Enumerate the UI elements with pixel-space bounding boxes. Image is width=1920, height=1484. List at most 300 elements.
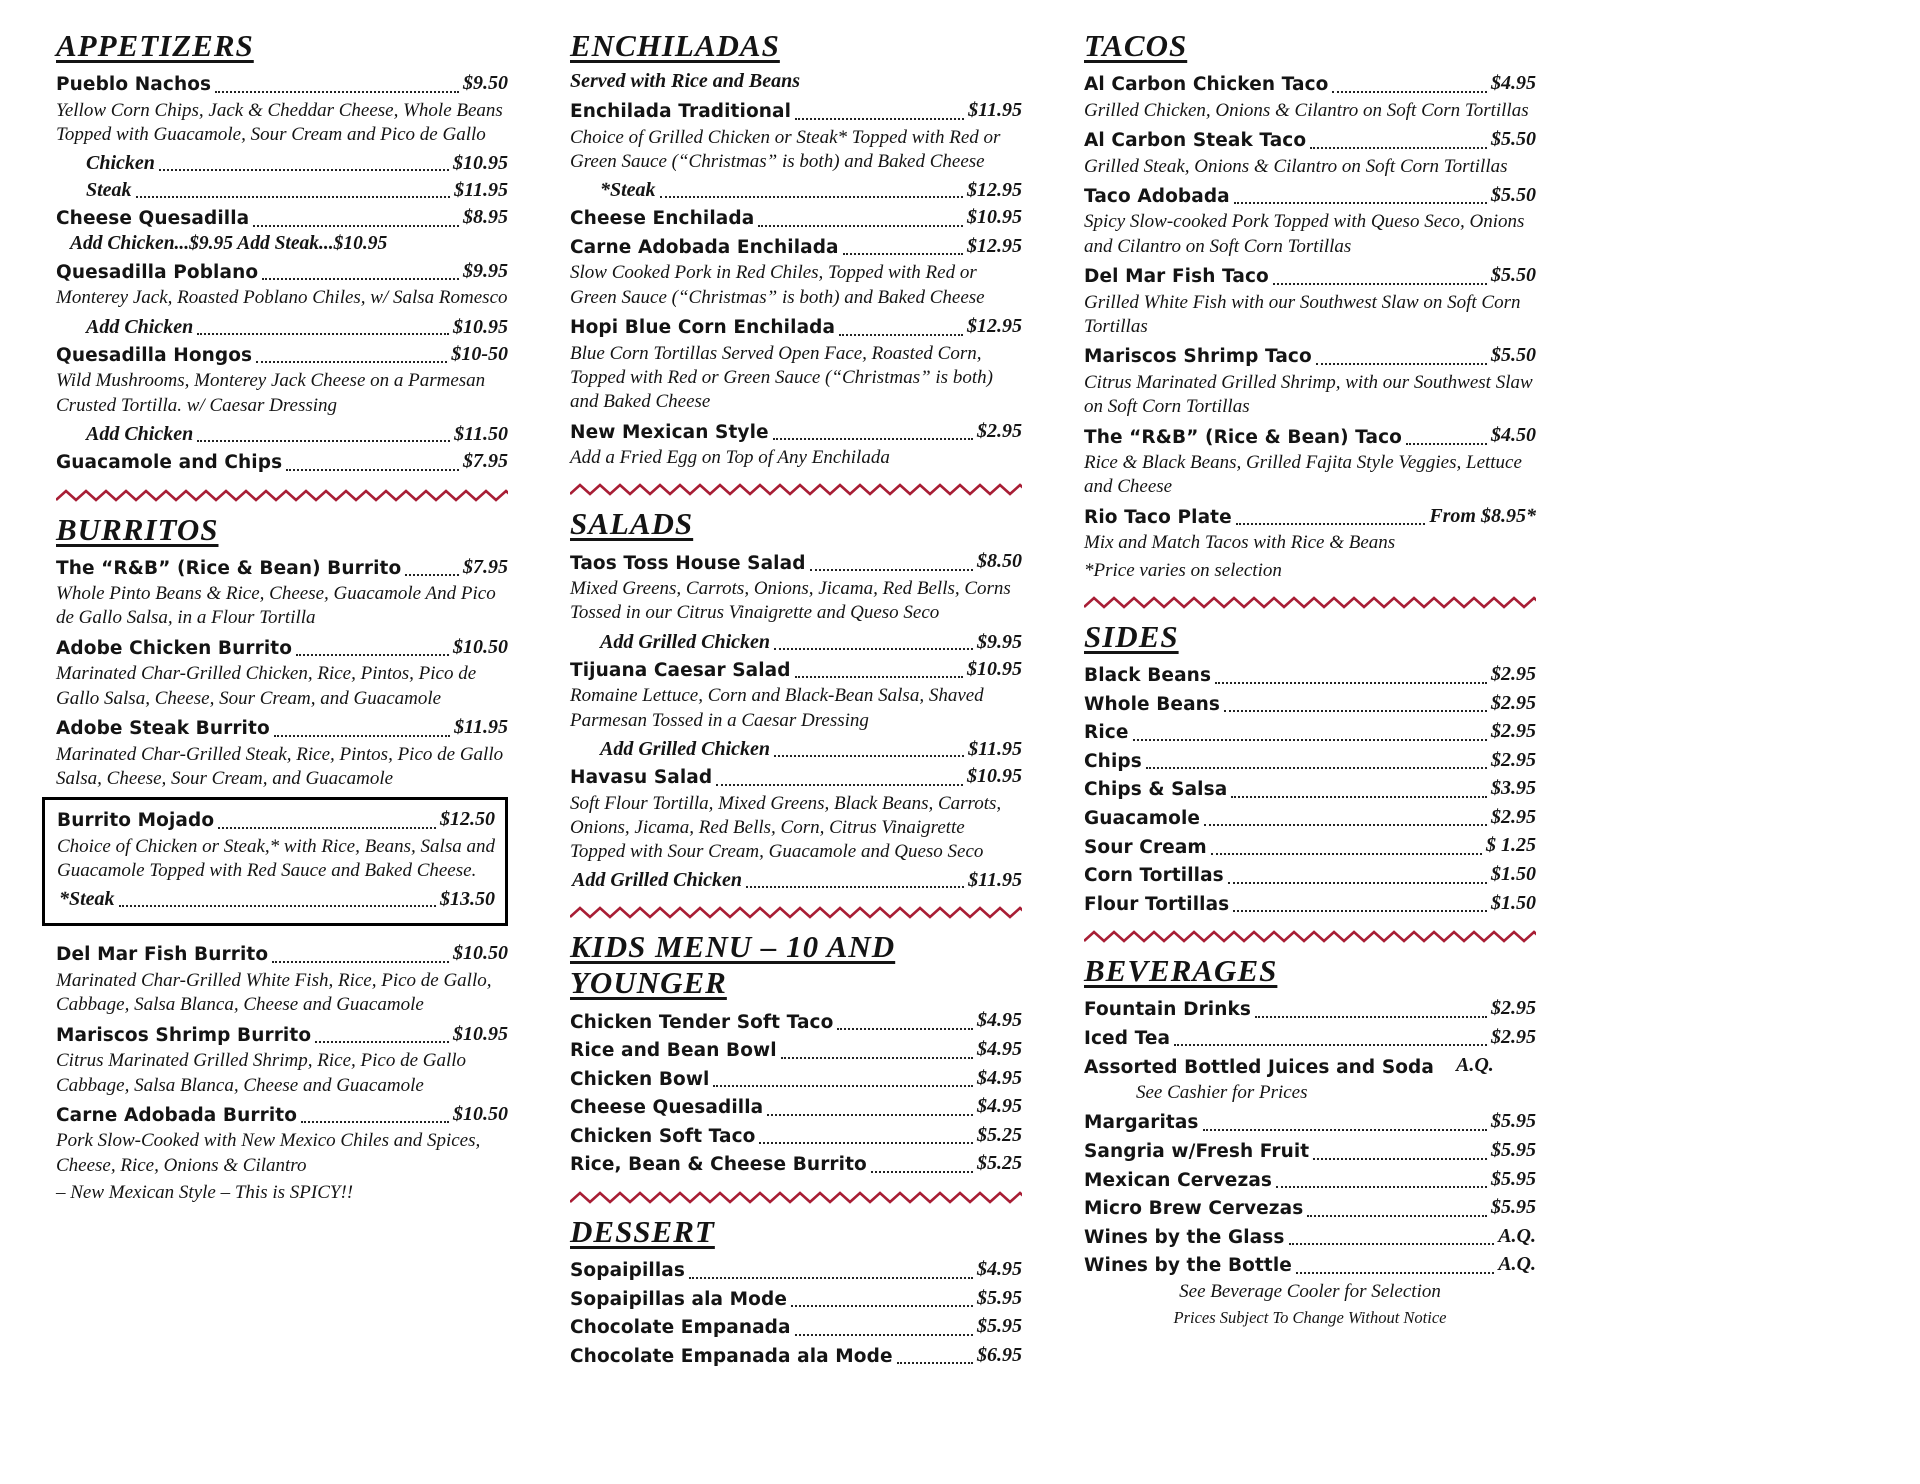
- menu-item: [570, 1256, 1022, 1284]
- item-name: Carne Adobada Burrito: [56, 1104, 298, 1126]
- menu-subitem: [570, 736, 1022, 762]
- item-price: $2.95: [1491, 1025, 1536, 1048]
- dotted-leader: [405, 574, 459, 576]
- item-price: $10.50: [453, 635, 508, 658]
- item-price: $2.95: [1491, 720, 1536, 743]
- dotted-leader: [262, 278, 459, 280]
- section-title: APPETIZERS: [56, 28, 254, 63]
- menu-column-2: [570, 26, 1022, 1375]
- item-name: The “R&B” (Rice & Bean) Burrito: [56, 557, 402, 579]
- menu-item: [570, 1065, 1022, 1093]
- item-price: $5.25: [977, 1123, 1022, 1146]
- menu-item: [1084, 832, 1536, 860]
- item-description: Grilled White Fish with our Southwest Slaw on Soft Corn Tortillas: [1084, 291, 1521, 337]
- dotted-leader: [296, 654, 449, 656]
- item-name: Sopaipillas: [570, 1260, 685, 1282]
- dotted-leader: [1215, 682, 1487, 684]
- item-price: $1.50: [1491, 863, 1536, 886]
- menu-subitem: [57, 886, 495, 912]
- boxed-menu-item: [42, 797, 508, 926]
- item-name: The “R&B” (Rice & Bean) Taco: [1084, 426, 1402, 448]
- dotted-leader: [897, 1362, 973, 1364]
- item-price: $9.95: [977, 630, 1022, 653]
- item-price: $4.95: [977, 1258, 1022, 1280]
- item-name: Tijuana Caesar Salad: [570, 659, 791, 681]
- menu-item: [570, 204, 1022, 232]
- menu-item: [1084, 775, 1536, 803]
- dotted-leader: [795, 676, 963, 678]
- item-price: $5.95: [1491, 1110, 1536, 1133]
- menu-item: [570, 1285, 1022, 1313]
- menu-item: [1084, 342, 1536, 370]
- dotted-leader: [256, 361, 447, 363]
- item-price: $5.50: [1491, 127, 1536, 150]
- item-price: $4.95: [977, 1038, 1022, 1061]
- menu-section: [56, 512, 508, 1206]
- menu-subitem: [570, 629, 1022, 655]
- item-name: Mariscos Shrimp Burrito: [56, 1024, 312, 1046]
- section-title: ENCHILADAS: [570, 28, 780, 63]
- item-name: Guacamole: [1084, 807, 1201, 829]
- item-description: – New Mexican Style – This is SPICY!!: [56, 1182, 354, 1204]
- item-price: $12.95: [967, 315, 1022, 338]
- item-price: $5.95: [977, 1315, 1022, 1338]
- dotted-leader: [660, 196, 963, 198]
- menu-item: [1084, 70, 1536, 98]
- item-name: Del Mar Fish Burrito: [56, 944, 269, 966]
- item-price: $5.50: [1491, 183, 1536, 206]
- dotted-leader: [716, 784, 963, 786]
- item-price: $5.50: [1491, 264, 1536, 287]
- menu-item: [1084, 1223, 1536, 1251]
- menu-item: [570, 233, 1022, 261]
- menu-section: [1084, 28, 1536, 583]
- dotted-leader: [781, 1057, 973, 1059]
- dotted-leader: [1133, 739, 1487, 741]
- menu-section: [56, 28, 508, 476]
- item-price: $10.95: [967, 657, 1022, 680]
- menu-item: [570, 763, 1022, 791]
- menu-item: [56, 554, 508, 582]
- zigzag-divider: [570, 1190, 1022, 1204]
- item-description: Marinated Char-Grilled White Fish, Rice, Pico de Gallo, Cabbage, Salsa Blanca, Cheese and Guacamole: [56, 970, 492, 1016]
- item-name: Chicken Soft Taco: [570, 1125, 756, 1147]
- item-name: Havasu Salad: [570, 766, 713, 788]
- item-price: $5.25: [977, 1152, 1022, 1175]
- item-name: Cheese Enchilada: [570, 208, 755, 230]
- dotted-leader: [1224, 710, 1487, 712]
- dotted-leader: [1310, 147, 1487, 149]
- item-description: Choice of Grilled Chicken or Steak* Topped with Red or Green Sauce (“Christmas” is both) and Baked Cheese: [570, 126, 1001, 172]
- item-name: Chicken Bowl: [570, 1068, 710, 1090]
- item-price: $2.95: [1491, 691, 1536, 714]
- zigzag-divider: [56, 488, 508, 502]
- dotted-leader: [837, 1028, 973, 1030]
- item-price: $11.95: [454, 715, 508, 738]
- item-price: $2.95: [1491, 662, 1536, 685]
- menu-section: [1084, 619, 1536, 917]
- menu-item: [1084, 1137, 1536, 1165]
- menu-item: [1084, 804, 1536, 832]
- menu-item: [570, 1122, 1022, 1150]
- menu-subitem: [570, 867, 1022, 893]
- dotted-leader: [1332, 91, 1487, 93]
- item-name: *Steak: [59, 888, 115, 911]
- dotted-leader: [197, 333, 449, 335]
- dotted-leader: [1289, 1243, 1495, 1245]
- item-description: Soft Flour Tortilla, Mixed Greens, Black Beans, Carrots, Onions, Jicama, Red Bells, Corn, Citrus Vinaigrette Topped with Sour Cream, Guacamole and Queso Seco: [570, 792, 1002, 863]
- item-name: Assorted Bottled Juices and Soda: [1084, 1056, 1434, 1078]
- item-name: Cheese Quesadilla: [56, 208, 250, 230]
- item-description: Yellow Corn Chips, Jack & Cheddar Cheese, Whole Beans Topped with Guacamole, Sour Cream and Pico de Gallo: [56, 99, 503, 145]
- item-description: Grilled Chicken, Onions & Cilantro on Soft Corn Tortillas: [1084, 99, 1529, 121]
- dotted-leader: [839, 334, 963, 336]
- item-name: Wines by the Glass: [1084, 1226, 1285, 1248]
- item-description: Grilled Steak, Onions & Cilantro on Soft Corn Tortillas: [1084, 155, 1508, 177]
- item-description: Marinated Char-Grilled Chicken, Rice, Pintos, Pico de Gallo Salsa, Cheese, Sour Cream, and Guacamole: [56, 663, 477, 709]
- menu-item: [570, 418, 1022, 446]
- item-name: Margaritas: [1084, 1112, 1199, 1134]
- item-price: $7.95: [463, 555, 508, 578]
- dotted-leader: [1204, 824, 1487, 826]
- item-price: $2.95: [1491, 805, 1536, 828]
- menu-item: [56, 714, 508, 742]
- item-price: $4.95: [977, 1095, 1022, 1118]
- item-description: Monterey Jack, Roasted Poblano Chiles, w/ Salsa Romesco: [56, 287, 508, 309]
- dotted-leader: [1233, 910, 1487, 912]
- menu-subitem: [56, 177, 508, 203]
- dotted-leader: [1276, 1186, 1487, 1188]
- zigzag-divider: [1084, 595, 1536, 609]
- dotted-leader: [810, 569, 973, 571]
- menu-item: [1084, 1166, 1536, 1194]
- item-name: Al Carbon Steak Taco: [1084, 129, 1307, 151]
- item-price: $2.95: [1491, 748, 1536, 771]
- item-name: Adobe Chicken Burrito: [56, 637, 293, 659]
- item-name: Taco Adobada: [1084, 185, 1230, 207]
- menu-item: [1084, 1024, 1536, 1052]
- item-description: Prices Subject To Change Without Notice: [1173, 1308, 1447, 1328]
- dotted-leader: [1174, 1044, 1487, 1046]
- dotted-leader: [215, 91, 459, 93]
- item-description: Rice & Black Beans, Grilled Fajita Style Veggies, Lettuce and Cheese: [1084, 452, 1522, 498]
- menu-item: [1084, 690, 1536, 718]
- item-description: Pork Slow-Cooked with New Mexico Chiles and Spices, Cheese, Rice, Onions & Cilantro: [56, 1130, 481, 1176]
- dotted-leader: [197, 440, 450, 442]
- item-price: $7.95: [463, 449, 508, 472]
- item-description: Mix and Match Tacos with Rice & Beans: [1084, 532, 1396, 554]
- item-name: Sopaipillas ala Mode: [570, 1288, 787, 1310]
- dotted-leader: [253, 225, 459, 227]
- menu-item: [570, 1007, 1022, 1035]
- item-description: Choice of Chicken or Steak,* with Rice, Beans, Salsa and Guacamole Topped with Red Sauce and Baked Cheese.: [57, 835, 495, 882]
- menu-item: [1084, 422, 1536, 450]
- item-name: Guacamole and Chips: [56, 452, 283, 474]
- item-description: Marinated Char-Grilled Steak, Rice, Pintos, Pico de Gallo Salsa, Cheese, Sour Cream, and Guacamole: [56, 743, 504, 789]
- menu-item: [570, 1036, 1022, 1064]
- menu-item: [56, 940, 508, 968]
- dotted-leader: [218, 827, 436, 829]
- dotted-leader: [1406, 443, 1487, 445]
- menu-item: [1084, 1052, 1536, 1080]
- dotted-leader: [315, 1041, 449, 1043]
- dotted-leader: [1296, 1272, 1494, 1274]
- menu-item: [56, 258, 508, 286]
- item-name: Chocolate Empanada: [570, 1317, 791, 1339]
- item-name: Flour Tortillas: [1084, 893, 1230, 915]
- menu-item: [570, 656, 1022, 684]
- item-price: From $8.95*: [1429, 504, 1536, 527]
- item-price: $3.95: [1491, 777, 1536, 800]
- item-price: $1.50: [1491, 891, 1536, 914]
- dotted-leader: [774, 755, 964, 757]
- item-price: $13.50: [440, 888, 495, 911]
- menu-item: [1084, 262, 1536, 290]
- item-description: Romaine Lettuce, Corn and Black-Bean Salsa, Shaved Parmesan Tossed in a Caesar Dressing: [570, 685, 984, 731]
- dotted-leader: [119, 905, 436, 907]
- menu-item: [1084, 182, 1536, 210]
- item-description: Mixed Greens, Carrots, Onions, Jicama, Red Bells, Corns Tossed in our Citrus Vinaigrette and Queso Seco: [570, 578, 1011, 624]
- item-price: $11.95: [454, 179, 508, 202]
- dotted-leader: [1211, 853, 1482, 855]
- dotted-leader: [767, 1114, 973, 1116]
- zigzag-divider: [1084, 929, 1536, 943]
- item-name: Quesadilla Hongos: [56, 344, 253, 366]
- dotted-leader: [689, 1277, 973, 1279]
- item-price: $2.95: [1491, 997, 1536, 1020]
- item-name: Add Grilled Chicken: [600, 630, 771, 653]
- item-price: $11.95: [968, 99, 1022, 121]
- item-name: Mariscos Shrimp Taco: [1084, 346, 1312, 368]
- item-price: $5.95: [977, 1286, 1022, 1309]
- item-price: $12.95: [967, 179, 1022, 202]
- item-name: Al Carbon Chicken Taco: [1084, 74, 1329, 96]
- item-name: Fountain Drinks: [1084, 999, 1252, 1021]
- menu-section: [570, 506, 1022, 893]
- menu-item: [57, 806, 495, 834]
- item-price: $ 1.25: [1486, 834, 1536, 857]
- item-description: Wild Mushrooms, Monterey Jack Cheese on a Parmesan Crusted Tortilla. w/ Caesar Dressing: [56, 370, 486, 416]
- menu-item: [1084, 747, 1536, 775]
- item-price: $10.50: [453, 942, 508, 965]
- item-name: Sour Cream: [1084, 836, 1207, 858]
- item-name: Cheese Quesadilla: [570, 1097, 764, 1119]
- menu-item: [56, 341, 508, 369]
- menu-item: [1084, 995, 1536, 1023]
- menu-item: [1084, 861, 1536, 889]
- menu-subitem: [56, 150, 508, 176]
- item-name: Add Grilled Chicken: [600, 737, 771, 760]
- menu-item: [570, 97, 1022, 125]
- item-price: $10.95: [453, 1022, 508, 1045]
- item-price: $10.95: [453, 315, 508, 338]
- menu-item: [56, 448, 508, 476]
- item-description: Whole Pinto Beans & Rice, Cheese, Guacamole And Pico de Gallo Salsa, in a Flour Tortilla: [56, 583, 496, 629]
- item-price: $10-50: [451, 342, 508, 365]
- menu-item: [1084, 890, 1536, 918]
- item-name: Chicken Tender Soft Taco: [570, 1011, 834, 1033]
- menu-section: [570, 929, 1022, 1178]
- item-description: Citrus Marinated Grilled Shrimp, Rice, Pico de Gallo Cabbage, Salsa Blanca, Cheese and Guacamole: [56, 1050, 467, 1096]
- dotted-leader: [774, 648, 973, 650]
- item-name: Micro Brew Cervezas: [1084, 1198, 1304, 1220]
- dotted-leader: [791, 1305, 973, 1307]
- item-name: Black Beans: [1084, 664, 1212, 686]
- section-title: TACOS: [1084, 28, 1188, 63]
- menu-item: [56, 1101, 508, 1129]
- section-title: BURRITOS: [56, 511, 219, 547]
- item-name: Rice: [1084, 722, 1129, 744]
- item-name: *Steak: [600, 179, 656, 202]
- item-name: Mexican Cervezas: [1084, 1169, 1273, 1191]
- item-name: Add Grilled Chicken: [572, 869, 743, 892]
- item-price: $5.95: [1491, 1167, 1536, 1190]
- item-price: $4.95: [977, 1009, 1022, 1032]
- item-price: $11.50: [454, 422, 508, 445]
- item-price: $2.95: [977, 419, 1022, 442]
- item-price: $6.95: [977, 1343, 1022, 1366]
- add-option-line: Add Chicken...$9.95 Add Steak...$10.95: [70, 232, 388, 254]
- item-description: See Cashier for Prices: [1136, 1082, 1308, 1104]
- dotted-leader: [272, 961, 449, 963]
- item-name: Burrito Mojado: [57, 810, 215, 832]
- item-description: Blue Corn Tortillas Served Open Face, Roasted Corn, Topped with Red or Green Sauce (“Christmas” is both) and Baked Cheese: [570, 342, 993, 413]
- dotted-leader: [301, 1121, 449, 1123]
- menu-item: [570, 1150, 1022, 1178]
- item-name: Quesadilla Poblano: [56, 261, 259, 283]
- item-description: Slow Cooked Pork in Red Chiles, Topped with Red or Green Sauce (“Christmas” is both) and Baked Cheese: [570, 262, 985, 308]
- menu-item: [56, 634, 508, 662]
- item-description: *Price varies on selection: [1084, 559, 1282, 581]
- menu-item: [1084, 1108, 1536, 1136]
- dotted-leader: [1307, 1215, 1487, 1217]
- item-name: Chips: [1084, 750, 1142, 772]
- item-name: Chocolate Empanada ala Mode: [570, 1345, 893, 1367]
- dotted-leader: [274, 735, 450, 737]
- menu-item: [570, 1093, 1022, 1121]
- item-price: $11.95: [968, 737, 1022, 760]
- item-name: Carne Adobada Enchilada: [570, 236, 839, 258]
- menu-column-3: [1084, 26, 1536, 1375]
- menu-item: [570, 1313, 1022, 1341]
- menu-item: [56, 204, 508, 232]
- item-price: $9.95: [463, 259, 508, 282]
- item-price: $4.95: [977, 1066, 1022, 1089]
- item-price: A.Q.: [1498, 1224, 1536, 1247]
- item-name: Hopi Blue Corn Enchilada: [570, 317, 836, 339]
- item-name: Rio Taco Plate: [1084, 506, 1232, 528]
- section-title: BEVERAGES: [1084, 953, 1278, 989]
- item-name: Rice, Bean & Cheese Burrito: [570, 1154, 867, 1176]
- dotted-leader: [773, 438, 973, 440]
- dotted-leader: [843, 253, 963, 255]
- dotted-leader: [286, 469, 459, 471]
- menu-item: [56, 1021, 508, 1049]
- menu-section: [570, 28, 1022, 470]
- menu-item: [1084, 1251, 1536, 1279]
- item-price: $12.50: [440, 808, 495, 831]
- menu-subitem: [56, 314, 508, 340]
- item-price: $8.95: [463, 206, 508, 229]
- item-price: $10.95: [453, 152, 508, 175]
- dotted-leader: [795, 118, 964, 120]
- item-description: Spicy Slow-cooked Pork Topped with Queso Seco, Onions and Cilantro on Soft Corn Tortillas: [1084, 211, 1525, 257]
- dotted-leader: [1273, 283, 1487, 285]
- dotted-leader: [1316, 363, 1487, 365]
- dotted-leader: [746, 886, 964, 888]
- menu-item: [56, 70, 508, 98]
- dotted-leader: [1146, 767, 1487, 769]
- menu-section: [1084, 953, 1536, 1328]
- menu-subitem: [570, 177, 1022, 203]
- dotted-leader: [758, 225, 963, 227]
- dotted-leader: [759, 1142, 973, 1144]
- menu-item: [1084, 503, 1536, 531]
- menu-item: [570, 313, 1022, 341]
- dotted-leader: [1313, 1158, 1487, 1160]
- menu-item: [1084, 126, 1536, 154]
- menu-subitem: [56, 421, 508, 447]
- dotted-leader: [871, 1171, 973, 1173]
- item-name: Whole Beans: [1084, 693, 1221, 715]
- item-name: Rice and Bean Bowl: [570, 1040, 777, 1062]
- item-name: Chips & Salsa: [1084, 779, 1228, 801]
- item-name: Add Chicken: [86, 315, 194, 338]
- item-price: $5.50: [1491, 344, 1536, 367]
- item-name: Sangria w/Fresh Fruit: [1084, 1141, 1310, 1163]
- item-name: Add Chicken: [86, 422, 194, 445]
- menu-item: [1084, 718, 1536, 746]
- item-price: $8.50: [977, 550, 1022, 573]
- menu-item: [570, 548, 1022, 576]
- dotted-leader: [1203, 1129, 1487, 1131]
- item-price: A.Q.: [1498, 1253, 1536, 1276]
- menu-column-1: [56, 26, 508, 1375]
- item-description: Add a Fried Egg on Top of Any Enchilada: [570, 447, 890, 469]
- item-description: See Beverage Cooler for Selection: [1179, 1280, 1441, 1302]
- section-title: KIDS MENU – 10 AND YOUNGER: [570, 929, 896, 1001]
- section-subtitle: Served with Rice and Beans: [570, 70, 801, 92]
- item-name: New Mexican Style: [570, 421, 769, 443]
- item-price: $12.95: [967, 234, 1022, 257]
- section-title: SALADS: [570, 506, 694, 542]
- dotted-leader: [795, 1334, 973, 1336]
- section-title: DESSERT: [570, 1214, 715, 1249]
- item-name: Iced Tea: [1084, 1027, 1171, 1049]
- item-name: Pueblo Nachos: [56, 74, 212, 96]
- dotted-leader: [1234, 202, 1487, 204]
- menu-section: [570, 1214, 1022, 1369]
- item-name: Chicken: [86, 152, 155, 175]
- item-name: Corn Tortillas: [1084, 865, 1224, 887]
- dotted-leader: [136, 196, 451, 198]
- menu-item: [1084, 1194, 1536, 1222]
- dotted-leader: [1236, 523, 1426, 525]
- section-title: SIDES: [1084, 618, 1179, 654]
- dotted-leader: [1255, 1016, 1487, 1018]
- item-price: $9.50: [463, 72, 508, 94]
- item-price: $10.50: [453, 1102, 508, 1125]
- menu-item: [570, 1342, 1022, 1370]
- item-price: $5.95: [1491, 1196, 1536, 1219]
- dotted-leader: [1231, 796, 1487, 798]
- dotted-leader: [1228, 882, 1487, 884]
- item-name: Del Mar Fish Taco: [1084, 266, 1269, 288]
- item-name: Enchilada Traditional: [570, 101, 792, 123]
- item-price: $4.95: [1491, 72, 1536, 94]
- zigzag-divider: [570, 482, 1022, 496]
- item-price: $4.50: [1491, 424, 1536, 447]
